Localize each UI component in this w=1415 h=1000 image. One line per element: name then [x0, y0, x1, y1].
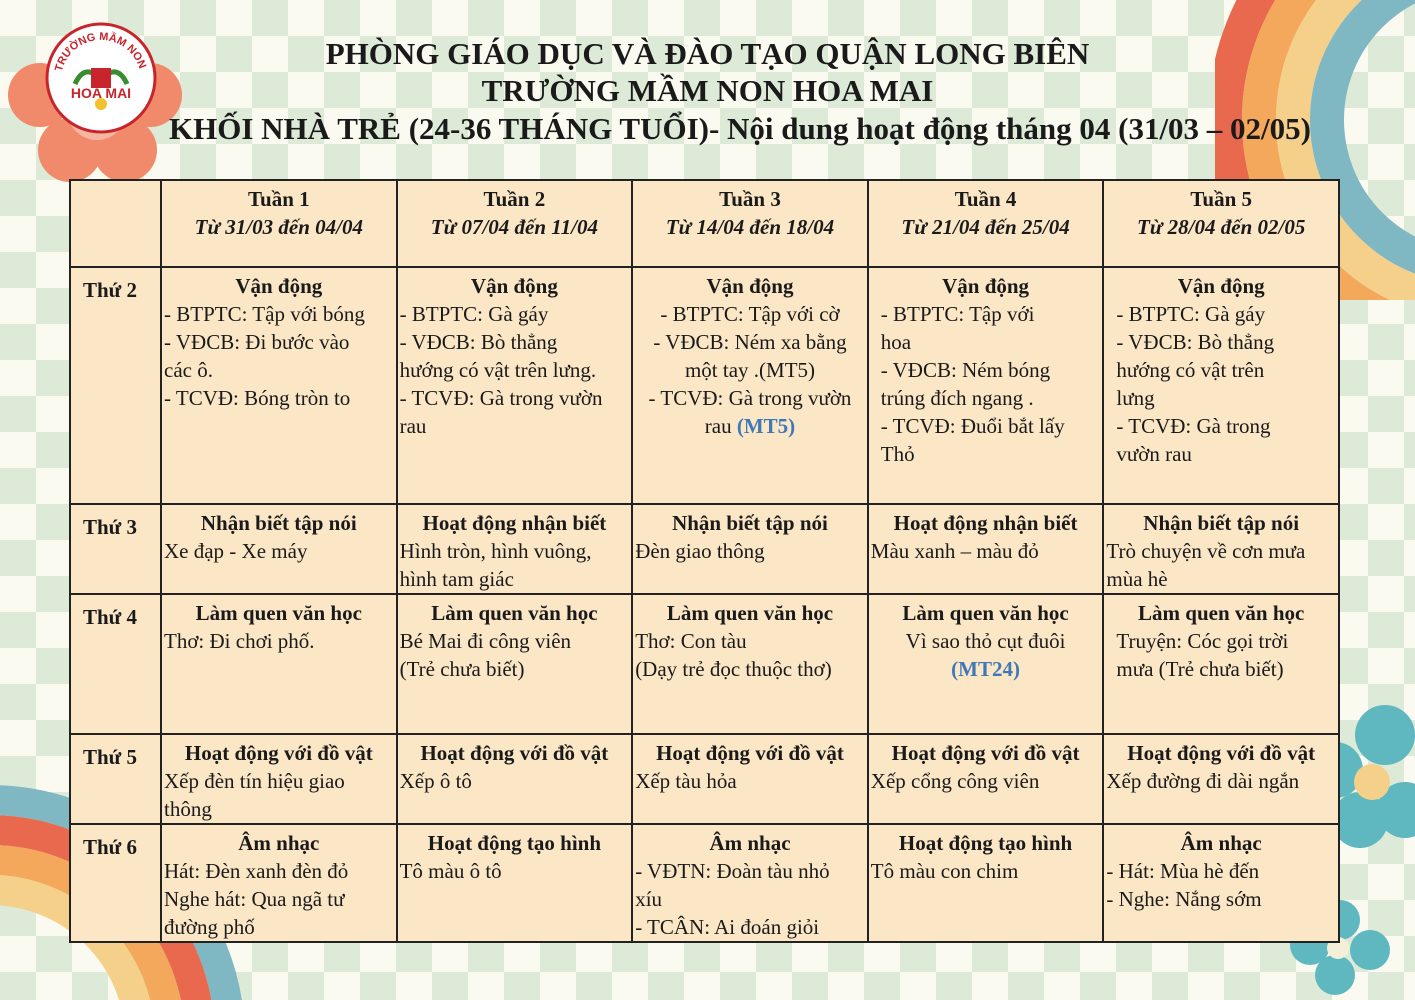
activity-line: - TCÂN: Ai đoán giỏi [635, 915, 820, 939]
activity-line: Xếp ô tô [399, 769, 472, 793]
activity-line: Xếp đường đi dài ngắn [1106, 769, 1300, 793]
activity-cell [632, 824, 868, 942]
activity-cell [868, 267, 1104, 504]
activity-cell [397, 504, 633, 594]
activity-cell [1103, 504, 1339, 594]
activity-subject: Hoạt động với đồ vật [420, 741, 609, 765]
objective-code: (MT5) [736, 414, 796, 438]
activity-line: - VĐTN: Đoàn tàu nhỏ [635, 859, 830, 883]
activity-line: - VĐCB: Ném xa bằng [653, 330, 847, 354]
objective-code: (MT24) [951, 657, 1020, 681]
activity-line: rau [399, 414, 427, 438]
activity-line: Đèn giao thông [635, 539, 765, 563]
activity-subject: Nhận biết tập nói [672, 511, 828, 535]
activity-cell [1103, 594, 1339, 734]
activity-line: - TCVĐ: Gà trong [1116, 414, 1271, 438]
activity-subject: Hoạt động với đồ vật [891, 741, 1080, 765]
activity-subject: Làm quen văn học [1138, 601, 1305, 625]
activity-cell [161, 504, 397, 594]
activity-cell [397, 824, 633, 942]
activity-cell [632, 734, 868, 824]
activity-subject: Vận động [706, 274, 794, 298]
activity-line: - BTPTC: Tập với [880, 302, 1035, 326]
activity-subject: Âm nhạc [238, 831, 320, 855]
week-header: Tuần 5 Từ 28/04 đến 02/05 [1103, 180, 1339, 267]
activity-cell [397, 267, 633, 504]
activity-line: Truyện: Cóc gọi trời [1116, 629, 1289, 653]
table-header-row [70, 180, 1339, 267]
activity-line: Thơ: Con tàu [635, 629, 747, 653]
activity-subject: Hoạt động nhận biết [893, 511, 1078, 535]
activity-subject: Hoạt động với đồ vật [184, 741, 373, 765]
activity-line: Hát: Đèn xanh đèn đỏ [164, 859, 349, 883]
activity-line: - BTPTC: Tập với cờ [660, 302, 840, 326]
activity-subject: Làm quen văn học [666, 601, 834, 625]
activity-subject: Nhận biết tập nói [1143, 511, 1300, 535]
activity-line: Nghe hát: Qua ngã tư [164, 887, 345, 911]
activity-subject: Hoạt động tạo hình [427, 831, 602, 855]
table-row [70, 504, 1339, 594]
activity-subject: Hoạt động với đồ vật [656, 741, 844, 765]
activity-cell [632, 504, 868, 594]
activity-line: - VĐCB: Bò thẳng [1116, 330, 1275, 354]
activity-cell [161, 824, 397, 942]
activity-line: - TCVĐ: Đuổi bắt lấy [880, 414, 1065, 438]
activity-subject: Vận động [470, 274, 558, 298]
week-header: Tuần 2 Từ 07/04 đến 11/04 [397, 180, 633, 267]
activity-line: hướng có vật trên lưng. [399, 358, 597, 382]
activity-line: - TCVĐ: Gà trong vườn [648, 386, 852, 410]
activity-line: mưa (Trẻ chưa biết) [1116, 657, 1284, 681]
activity-line: Xếp tàu hỏa [635, 769, 737, 793]
activity-line: Thơ: Đi chơi phố. [164, 629, 315, 653]
activity-line: mùa hè [1106, 567, 1168, 591]
day-label: Thứ 6 [70, 824, 161, 942]
table-row [70, 734, 1339, 824]
activity-line: (Dạy trẻ đọc thuộc thơ) [635, 657, 832, 681]
activity-line: - VĐCB: Ném bóng [880, 358, 1051, 382]
day-label: Thứ 5 [70, 734, 161, 824]
activity-line: thông [164, 797, 212, 821]
activity-subject: Hoạt động nhận biết [422, 511, 607, 535]
activity-line: Trò chuyện về cơn mưa [1106, 539, 1306, 563]
activity-line: - Hát: Mùa hè đến [1106, 859, 1260, 883]
activity-subject: Vận động [942, 274, 1030, 298]
activity-line: Thỏ [880, 442, 915, 466]
day-label: Thứ 3 [70, 504, 161, 594]
header-school: TRƯỜNG MẦM NON HOA MAI [481, 73, 934, 108]
activity-line: - Nghe: Nắng sớm [1106, 887, 1262, 911]
activity-line-text: rau [704, 414, 737, 438]
activity-line: các ô. [164, 358, 213, 382]
activity-cell [868, 594, 1104, 734]
activity-subject: Vận động [1177, 274, 1265, 298]
week-header: Tuần 1 Từ 31/03 đến 04/04 [161, 180, 397, 267]
activity-cell [397, 594, 633, 734]
activity-line: Bé Mai đi công viên [399, 629, 572, 653]
activity-line: - BTPTC: Gà gáy [399, 302, 549, 326]
activity-line: hướng có vật trên [1116, 358, 1265, 382]
activity-line: (Trẻ chưa biết) [399, 657, 525, 681]
activity-line: - VĐCB: Bò thẳng [399, 330, 558, 354]
activity-subject: Nhận biết tập nói [200, 511, 357, 535]
activity-cell [868, 824, 1104, 942]
day-label: Thứ 2 [70, 267, 161, 504]
activity-subject: Làm quen văn học [195, 601, 362, 625]
activity-cell [868, 734, 1104, 824]
activity-subject: Vận động [235, 274, 323, 298]
activity-subject: Âm nhạc [1180, 831, 1262, 855]
activity-cell [397, 734, 633, 824]
day-label: Thứ 4 [70, 594, 161, 734]
activity-line: - BTPTC: Tập với bóng [164, 302, 365, 326]
activity-subject: Hoạt động tạo hình [898, 831, 1073, 855]
activity-line: hoa [880, 330, 912, 354]
activity-cell [632, 267, 868, 504]
header-department: PHÒNG GIÁO DỤC VÀ ĐÀO TẠO QUẬN LONG BIÊN [325, 36, 1090, 71]
week-header: Tuần 4 Từ 21/04 đến 25/04 [868, 180, 1104, 267]
activity-line: - BTPTC: Gà gáy [1116, 302, 1266, 326]
activity-line: - TCVĐ: Bóng tròn to [164, 386, 351, 410]
activity-line: hình tam giác [399, 567, 514, 591]
activity-line: đường phố [164, 915, 255, 939]
table-row [70, 267, 1339, 504]
activity-subject: Làm quen văn học [431, 601, 598, 625]
activity-line: Vì sao thỏ cụt đuôi [905, 629, 1066, 653]
logo-arc-text: TRƯỜNG MẦM NON [53, 30, 149, 73]
table-row [70, 824, 1339, 942]
table-row [70, 594, 1339, 734]
activity-line: Tô màu con chim [870, 859, 1019, 883]
activity-line: - TCVĐ: Gà trong vườn [399, 386, 603, 410]
activity-line: lưng [1116, 386, 1155, 410]
activity-cell [868, 504, 1104, 594]
activity-cell [1103, 824, 1339, 942]
activity-line: Xe đạp - Xe máy [164, 539, 308, 563]
activity-cell [1103, 734, 1339, 824]
activity-line: Hình tròn, hình vuông, [399, 539, 592, 563]
activity-line: Xếp đèn tín hiệu giao [164, 769, 345, 793]
logo-name: HOA MAI [70, 85, 132, 101]
activity-line: xíu [635, 887, 663, 911]
activity-line [635, 412, 865, 440]
header-plan-title: KHỐI NHÀ TRẺ (24-36 THÁNG TUỔI)- Nội dung hoạt động tháng 04 (31/03 – 02/05) [168, 111, 1311, 146]
activity-line: Tô màu ô tô [399, 859, 502, 883]
activity-line: - VĐCB: Đi bước vào [164, 330, 350, 354]
activity-line: trúng đích ngang . [880, 386, 1034, 410]
activity-subject: Làm quen văn học [902, 601, 1069, 625]
activity-cell [161, 267, 397, 504]
activity-cell [1103, 267, 1339, 504]
activity-subject: Hoạt động với đồ vật [1127, 741, 1316, 765]
activity-cell [632, 594, 868, 734]
activity-line: Màu xanh – màu đỏ [870, 539, 1039, 563]
activity-cell [161, 594, 397, 734]
activity-line: Xếp cổng công viên [870, 769, 1040, 793]
activity-cell [161, 734, 397, 824]
activity-line [871, 655, 1101, 683]
activity-subject: Âm nhạc [709, 831, 791, 855]
corner-cell [70, 180, 161, 267]
activity-line: một tay .(MT5) [684, 358, 816, 382]
activity-line: vườn rau [1116, 442, 1192, 466]
week-header: Tuần 3 Từ 14/04 đến 18/04 [632, 180, 868, 267]
activity-schedule-table [69, 179, 1340, 943]
